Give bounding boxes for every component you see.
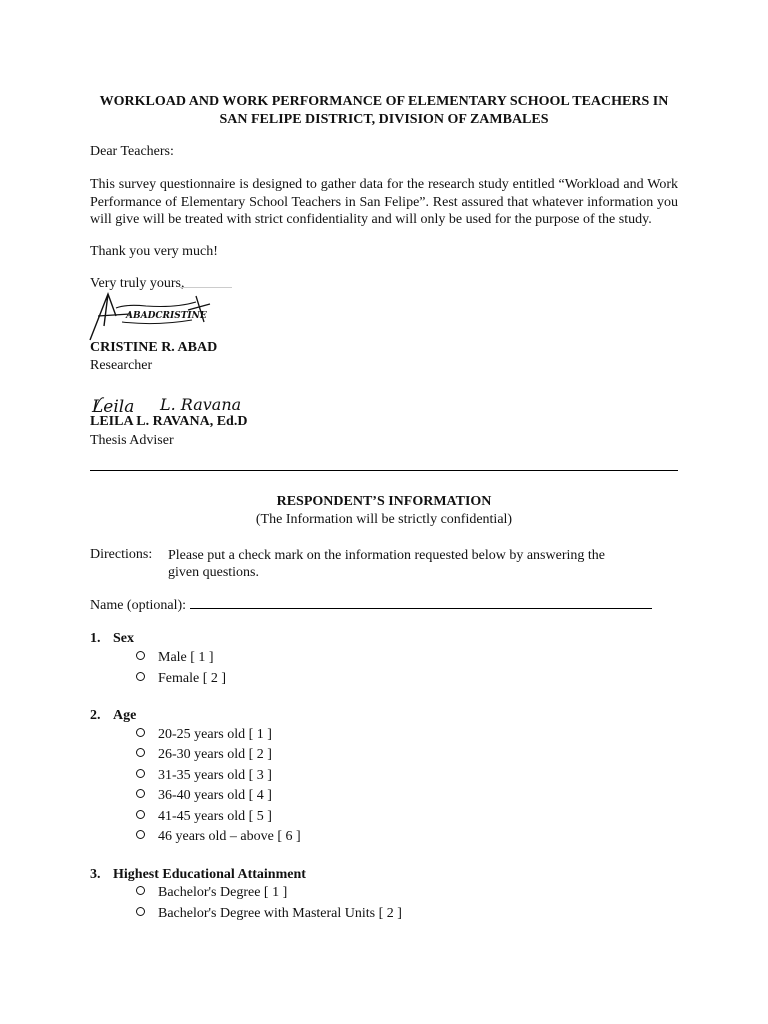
directions-continuation: given questions. xyxy=(168,565,259,580)
option-circle-icon[interactable] xyxy=(136,886,145,895)
question-education xyxy=(90,867,306,883)
option-male[interactable] xyxy=(136,649,214,667)
question-age xyxy=(90,708,136,724)
adviser-name: LEILA L. RAVANA, Ed.D xyxy=(90,414,248,429)
signature-lettering: ABADCRISTINE xyxy=(126,311,207,321)
option-age-41-45[interactable] xyxy=(136,808,272,826)
svg-text:L. Ravana: L. Ravana xyxy=(160,395,242,414)
option-label: 36-40 years old [ 4 ] xyxy=(158,788,272,803)
respondent-heading: RESPONDENT’S INFORMATION xyxy=(276,494,492,509)
option-circle-icon[interactable] xyxy=(136,651,145,660)
letter-body: This survey questionnaire is designed to gather data for the research study entitled “Workload and Work Performance of Elementary School Teachers in San Felipe”. Rest assured that whatever information you will give will be treated with strict confidentiality and will only be used for the purpose of the study. xyxy=(90,177,678,227)
section-divider xyxy=(90,470,678,471)
option-circle-icon[interactable] xyxy=(136,810,145,819)
adviser-role: Thesis Adviser xyxy=(90,433,174,448)
option-label: 20-25 years old [ 1 ] xyxy=(158,727,272,742)
question-number: 3. xyxy=(90,867,101,882)
directions-label: Directions: xyxy=(90,547,153,562)
option-circle-icon[interactable] xyxy=(136,748,145,757)
researcher-signature xyxy=(86,286,216,344)
question-label: Sex xyxy=(113,631,134,646)
option-label: 31-35 years old [ 3 ] xyxy=(158,768,272,783)
option-age-31-35[interactable] xyxy=(136,767,272,785)
researcher-name: CRISTINE R. ABAD xyxy=(90,340,218,355)
option-circle-icon[interactable] xyxy=(136,830,145,839)
option-age-20-25[interactable] xyxy=(136,726,272,744)
option-label: Female [ 2 ] xyxy=(158,671,227,686)
question-label: Age xyxy=(113,708,137,723)
option-label: 26-30 years old [ 2 ] xyxy=(158,747,272,762)
option-label: Bachelor's Degree with Masteral Units [ 2 ] xyxy=(158,906,402,921)
thank-you-line: Thank you very much! xyxy=(90,244,218,259)
option-female[interactable] xyxy=(136,670,226,688)
option-circle-icon[interactable] xyxy=(136,769,145,778)
option-label: Male [ 1 ] xyxy=(158,650,214,665)
option-label: 41-45 years old [ 5 ] xyxy=(158,809,272,824)
document-title-line2: SAN FELIPE DISTRICT, DIVISION OF ZAMBALES xyxy=(219,112,549,127)
option-age-26-30[interactable] xyxy=(136,746,272,764)
directions-text: Please put a check mark on the information requested below by answering the xyxy=(168,548,605,563)
question-label: Highest Educational Attainment xyxy=(113,867,306,882)
name-field-row xyxy=(90,596,652,614)
option-bachelors[interactable] xyxy=(136,884,287,902)
salutation: Dear Teachers: xyxy=(90,144,174,159)
option-age-36-40[interactable] xyxy=(136,787,272,805)
name-blank-line[interactable] xyxy=(190,596,652,609)
question-number: 1. xyxy=(90,631,101,646)
option-circle-icon[interactable] xyxy=(136,789,145,798)
option-label: Bachelor's Degree [ 1 ] xyxy=(158,885,288,900)
name-label: Name (optional): xyxy=(90,598,187,613)
option-age-46-above[interactable] xyxy=(136,828,301,846)
closing-line: Very truly yours, xyxy=(90,276,185,291)
option-circle-icon[interactable] xyxy=(136,907,145,916)
respondent-subheading: (The Information will be strictly confidential) xyxy=(255,512,513,527)
adviser-signature-lettering: Leila xyxy=(92,397,135,417)
researcher-role: Researcher xyxy=(90,358,153,373)
question-number: 2. xyxy=(90,708,101,723)
document-title-line1: WORKLOAD AND WORK PERFORMANCE OF ELEMENTARY SCHOOL TEACHERS IN xyxy=(99,94,669,109)
option-label: 46 years old – above [ 6 ] xyxy=(158,829,301,844)
option-circle-icon[interactable] xyxy=(136,728,145,737)
question-sex xyxy=(90,631,134,647)
option-bachelors-masteral[interactable] xyxy=(136,905,402,923)
option-circle-icon[interactable] xyxy=(136,672,145,681)
